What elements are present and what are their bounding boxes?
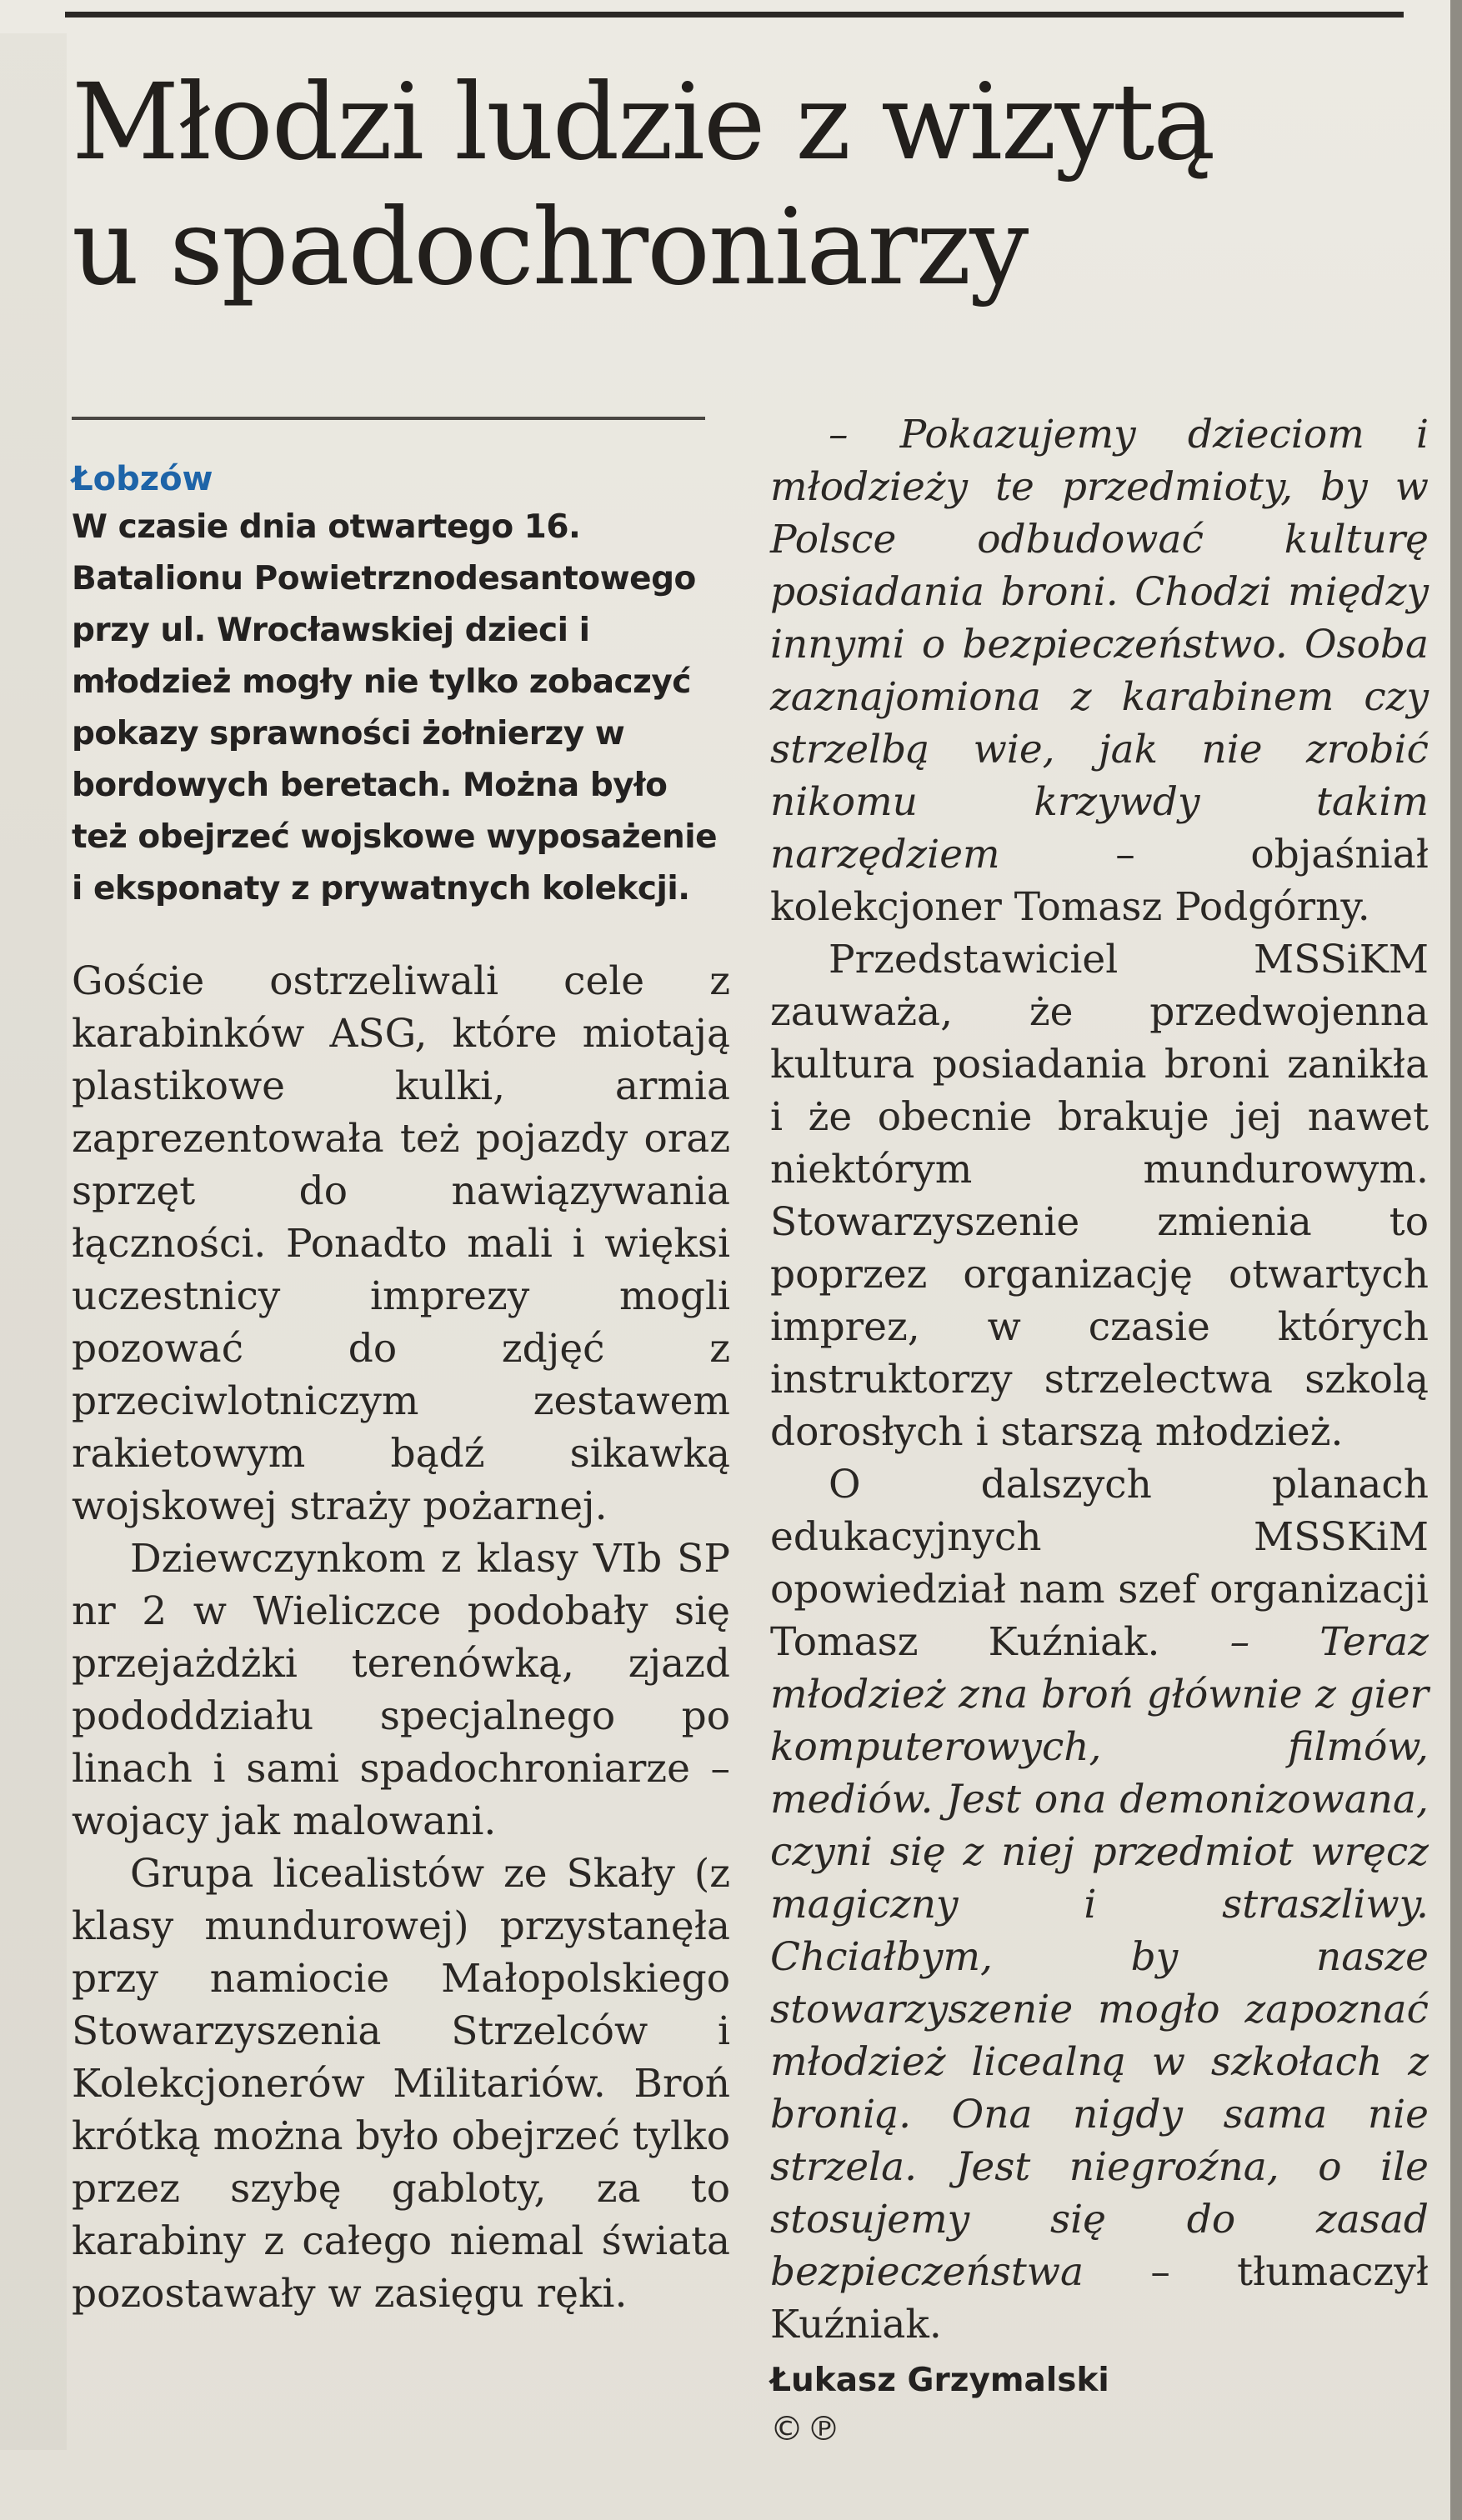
top-rule [65, 12, 1404, 18]
headline-line-1: Młodzi ludzie z wizytą [72, 61, 1214, 183]
lead-paragraph: W czasie dnia otwartego 16. Batalionu Powietrznodesantowego przy ul. Wrocławskiej dzieci i młodzież mogły nie tylko zobaczyć pokazy sprawności żołnierzy w bordowych beretach. Można było też obejrzeć wojskowe wyposażenie i eksponaty z prywatnych kolekcji. [72, 508, 718, 908]
quote-attribution-1: – objaśniał kolekcjoner Tomasz Podgórny. [770, 832, 1429, 930]
headline-divider [72, 417, 705, 420]
page-edge [1450, 0, 1462, 2520]
quote-kuzniak: – Teraz młodzież zna broń głównie z gier komputerowych, filmów, mediów. Jest ona demonizowana, czyni się z niej przedmiot wręcz magiczny i straszliwy. Chciałbym, by nasze stowarzyszenie mogło zapoznać młodzież licealną w szkołach z bronią. Ona nigdy sama nie strzela. Jest niegroźna, o ile stosujemy się do zasad bezpieczeństwa [770, 1619, 1429, 2295]
quote-attribution-2: – tłumaczył Kuźniak. [770, 2249, 1429, 2348]
article-headline [72, 60, 1405, 310]
quote-podgorny: – Pokazujemy dzieciom i młodzieży te przedmioty, by w Polsce odbudować kulturę posiadania broni. Chodzi między innymi o bezpieczeństwo. Osoba zaznajomiona z karabinem czy strzelbą wie, jak nie zrobić nikomu krzywdy takim narzędziem [770, 412, 1429, 878]
left-margin-bleed [0, 33, 67, 2450]
headline-line-2: u spadochroniarzy [72, 186, 1028, 308]
copyright-mark: ©℗ [770, 2410, 844, 2448]
quote-paragraph-1 [770, 408, 1429, 933]
author-byline: Łukasz Grzymalski [770, 2362, 1109, 2399]
body-paragraph-2: Dziewczynkom z klasy VIb SP nr 2 w Wieliczce podobały się przejażdżki terenówką, zjazd pododdziału specjalnego po linach i sami spadochroniarze – wojacy jak malowani. [72, 1536, 730, 1844]
location-label: Łobzów [72, 460, 213, 498]
body-paragraph-1: Goście ostrzeliwali cele z karabinków ASG, które miotają plastikowe kulki, armia zaprezentowała też pojazdy oraz sprzęt do nawiązywania łączności. Ponadto mali i więksi uczestnicy imprezy mogli pozować do zdjęć z przeciwlotniczym zestawem rakietowym bądź sikawką wojskowej straży pożarnej. [72, 958, 730, 1529]
right-column [770, 408, 1429, 2452]
body-paragraph-4: Przedstawiciel MSSiKM zauważa, że przedwojenna kultura posiadania broni zanikła i że obecnie brakuje jej nawet niektórym mundurowym. Stowarzyszenie zmienia to poprzez organizację otwartych imprez, w czasie których instruktorzy strzelectwa szkolą dorosłych i starszą młodzież. [770, 937, 1429, 1455]
body-paragraph-3: Grupa licealistów ze Skały (z klasy mundurowej) przystanęła przy namiocie Małopolskiego Stowarzyszenia Strzelców i Kolekcjonerów Militariów. Broń krótką można było obejrzeć tylko przez szybę gabloty, za to karabiny z całego niemal świata pozostawały w zasięgu ręki. [72, 1851, 730, 2317]
body-paragraph-5 [770, 1458, 1429, 2351]
paragraph-5-intro: O dalszych planach edukacyjnych MSSKiM opowiedział nam szef organizacji Tomasz Kuźniak. [770, 1462, 1429, 1665]
left-column [72, 457, 730, 2320]
